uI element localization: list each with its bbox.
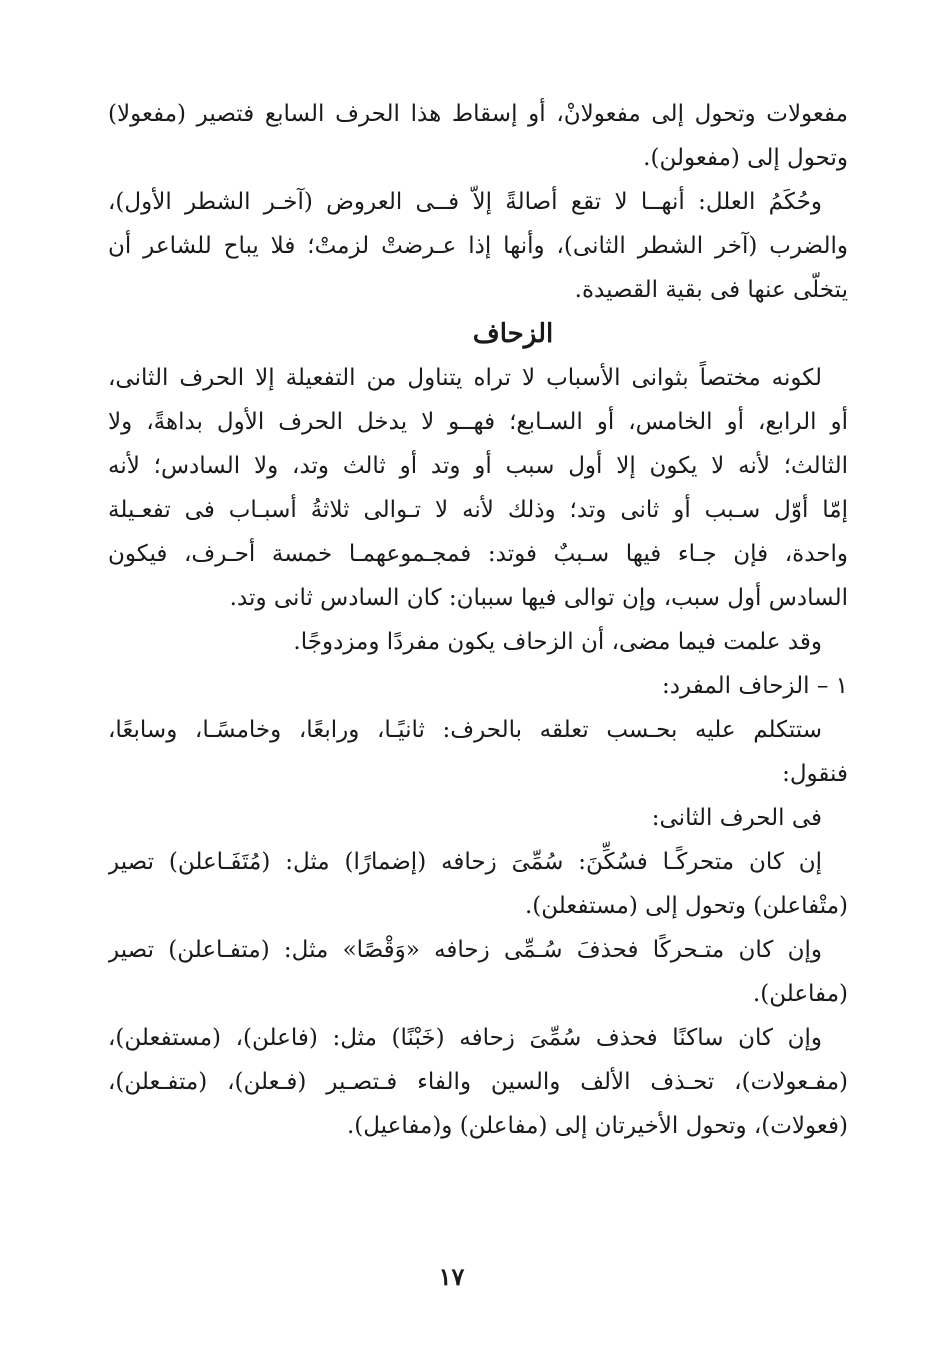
text-line: (متْفاعلن) وتحول إلى (مستفعلن). [524, 893, 848, 919]
text-line: وتحول إلى (مفعولن). [643, 145, 848, 171]
paragraph [108, 356, 848, 620]
text-block-before-heading [108, 92, 848, 312]
text-line: واحدة، فإن جـاء فيها سـببٌ فوتد: فمجـموعهمـا خمسة أحـرف، فيكون [108, 541, 848, 567]
paragraph [108, 928, 848, 1016]
text-line: (فعولات)، وتحول الأخيرتان إلى (مفاعلن) و(مفاعيل). [346, 1113, 848, 1139]
paragraph [108, 796, 848, 840]
paragraph [108, 180, 848, 312]
text-line: (مفاعلن). [752, 981, 848, 1007]
text-line: والضرب (آخر الشطر الثانى)، وأنها إذا عـرضتْ لزمتْ؛ فلا يباح للشاعر أن [108, 233, 848, 259]
text-block-after-heading [108, 356, 848, 1148]
text-line: وقد علمت فيما مضى، أن الزحاف يكون مفردًا ومزدوجًا. [293, 629, 822, 655]
text-line: وحُكَمُ العلل: أنهــا لا تقع أصالةً إلاّ فــى العروض (آخـر الشطر الأول)، [108, 189, 822, 215]
paragraph [108, 1016, 848, 1148]
text-line: الثالث؛ لأنه لا يكون إلا أول سبب أو وتد أو ثالث وتد، ولا السادس؛ لأنه [108, 453, 848, 479]
text-line: أو الرابع، أو الخامس، أو السـابع؛ فهــو لا يدخل الحرف الأول بداهةً، ولا [108, 409, 848, 435]
text-line: لكونه مختصاً بثوانى الأسباب لا تراه يتناول من التفعيلة إلا الحرف الثانى، [108, 365, 822, 391]
page-body [108, 92, 848, 1148]
text-line: إمّا أوّل سـبب أو ثانى وتد؛ وذلك لأنه لا تـوالى ثلاثةُ أسبـاب فى تفعـيلة [108, 497, 848, 523]
text-line: يتخلّى عنها فى بقية القصيدة. [574, 277, 848, 303]
text-line: السادس أول سبب، وإن توالى فيها سببان: كان السادس ثانى وتد. [229, 585, 848, 611]
text-line: ١ – الزحاف المفرد: [662, 673, 848, 699]
page-number: ١٧ [438, 1262, 465, 1291]
text-line: مفعولات وتحول إلى مفعولانْ، أو إسقاط هذا الحرف السابع فتصير (مفعولا) [108, 101, 848, 127]
section-heading: الزحاف [472, 319, 554, 349]
text-line: وإن كان متـحركًا فحذفَ سُـمِّى زحافه «وَقْصًا» مثل: (متفـاعلن) تصير [108, 937, 822, 963]
paragraph [108, 92, 848, 180]
text-line: ستتكلم عليه بحـسب تعلقه بالحرف: ثانيًـا، ورابعًا، وخامسًـا، وسابعًا، [108, 717, 822, 743]
paragraph [108, 620, 848, 664]
text-line: وإن كان ساكنًا فحذف سُمِّىَ زحافه (خَبْنًا) مثل: (فاعلن)، (مستفعلن)، [108, 1025, 822, 1051]
text-line: فنقول: [782, 761, 848, 787]
paragraph [108, 840, 848, 928]
text-line: إن كان متحركًـا فسُكِّنَ: سُمِّىَ زحافه (إضمارًا) مثل: (مُتَفَـاعلن) تصير [108, 849, 822, 875]
paragraph [108, 708, 848, 796]
text-line: (مفـعولات)، تحـذف الألف والسين والفاء فـتصـير (فـعلن)، (متفـعلن)، [108, 1069, 848, 1095]
paragraph [108, 664, 848, 708]
text-line: فى الحرف الثانى: [651, 805, 822, 831]
